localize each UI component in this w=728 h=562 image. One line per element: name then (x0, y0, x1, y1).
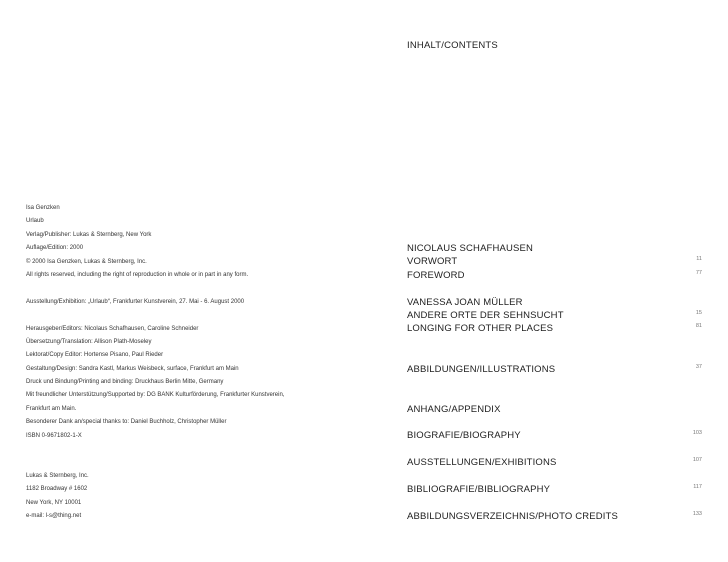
toc-page-number: 37 (695, 363, 702, 370)
colophon-line: Isa Genzken (26, 205, 60, 211)
colophon-line: Lukas & Sternberg, Inc. (26, 473, 89, 479)
toc-entry-label: VORWORT (407, 256, 458, 268)
colophon-spacer (26, 282, 284, 295)
toc-entry-label: ANHANG/APPENDIX (407, 403, 501, 415)
toc-spacer (407, 494, 702, 507)
colophon-line: Herausgeber/Editors: Nicolaus Schafhausen, Caroline Schneider (26, 325, 199, 332)
colophon-line: Verlag/Publisher: Lukas & Sternberg, New York (26, 231, 152, 238)
toc-page-number: 11 (696, 256, 702, 263)
colophon-line: All rights reserved, including the right of reproduction in whole or in part in any form. (26, 271, 249, 278)
table-of-contents (407, 240, 702, 521)
toc-entry (407, 267, 702, 280)
colophon-line: ISBN 0-9671802-1-X (26, 432, 82, 439)
colophon-line: New York, NY 10001 (26, 499, 82, 506)
toc-entry-label: AUSSTELLUNGEN/EXHIBITIONS (407, 457, 557, 469)
toc-entry-label: NICOLAUS SCHAFHAUSEN (407, 243, 533, 254)
toc-entry-label: ANDERE ORTE DER SEHNSUCHT (407, 309, 564, 321)
toc-entry-label: LONGING FOR OTHER PLACES (407, 323, 554, 335)
toc-page-number: 77 (695, 269, 702, 276)
toc-page-number: 15 (695, 309, 702, 316)
toc-page-number: 117 (693, 484, 702, 491)
colophon-line: Urlaub (26, 218, 44, 225)
toc-entry (407, 508, 702, 521)
toc-spacer (407, 280, 702, 293)
toc-page-number: 103 (692, 430, 702, 437)
toc-page-number: 81 (695, 323, 702, 330)
colophon-line: © 2000 Isa Genzken, Lukas & Sternberg, Inc. (26, 258, 147, 265)
toc-entry (407, 361, 702, 374)
colophon-line: Frankfurt am Main. (26, 405, 77, 412)
toc-spacer (407, 441, 702, 454)
toc-entry (407, 320, 702, 333)
toc-entry (407, 427, 702, 440)
toc-entry-label: BIOGRAFIE/BIOGRAPHY (407, 430, 521, 442)
toc-entry (407, 240, 702, 253)
colophon-line: Übersetzung/Translation: Allison Plath-Moseley (26, 338, 152, 345)
colophon-line: Auflage/Edition: 2000 (26, 245, 84, 252)
toc-entry-label: VANESSA JOAN MÜLLER (407, 296, 523, 308)
toc-entry (407, 307, 702, 320)
colophon-line: Gestaltung/Design: Sandra Kastl, Markus Weisbeck, surface, Frankfurt am Main (26, 365, 239, 372)
colophon-line: 1182 Broadway # 1602 (26, 486, 88, 493)
contents-heading: INHALT/CONTENTS (407, 40, 498, 51)
colophon-address (26, 470, 89, 524)
colophon-line: Lektorat/Copy Editor: Hortense Pisano, Paul Rieder (26, 352, 164, 359)
toc-entry-label: ABBILDUNGEN/ILLUSTRATIONS (407, 363, 556, 375)
toc-page-number: 107 (692, 457, 702, 464)
toc-entry (407, 454, 702, 467)
colophon-line: e-mail: l-s@thing.net (26, 513, 82, 520)
toc-spacer (407, 334, 702, 347)
toc-entry (407, 401, 702, 414)
colophon-line: Besonderer Dank an/special thanks to: Daniel Buchholz, Christopher Müller (26, 419, 227, 426)
toc-spacer (407, 374, 702, 387)
colophon-line: Mit freundlicher Unterstützung/Supported by: DG BANK Kulturförderung, Frankfurter Kunstverein, (26, 392, 285, 399)
toc-entry-label: ABBILDUNGSVERZEICHNIS/PHOTO CREDITS (407, 510, 618, 522)
toc-entry (407, 481, 702, 494)
colophon-line: Druck und Bindung/Printing and binding: Druckhaus Berlin Mitte, Germany (26, 379, 224, 386)
toc-entry-label: FOREWORD (407, 269, 465, 281)
toc-spacer (407, 387, 702, 400)
toc-page-number: 133 (692, 510, 702, 517)
toc-entry (407, 294, 702, 307)
toc-spacer (407, 347, 702, 360)
colophon-spacer (26, 309, 284, 322)
toc-spacer (407, 414, 702, 427)
toc-entry (407, 253, 702, 266)
toc-spacer (407, 468, 702, 481)
colophon-line: Ausstellung/Exhibition: „Urlaub“, Frankfurter Kunstverein, 27. Mai - 6. August 2000 (26, 298, 245, 305)
toc-entry-label: BIBLIOGRAFIE/BIBLIOGRAPHY (407, 484, 551, 496)
colophon-imprint (26, 202, 284, 443)
